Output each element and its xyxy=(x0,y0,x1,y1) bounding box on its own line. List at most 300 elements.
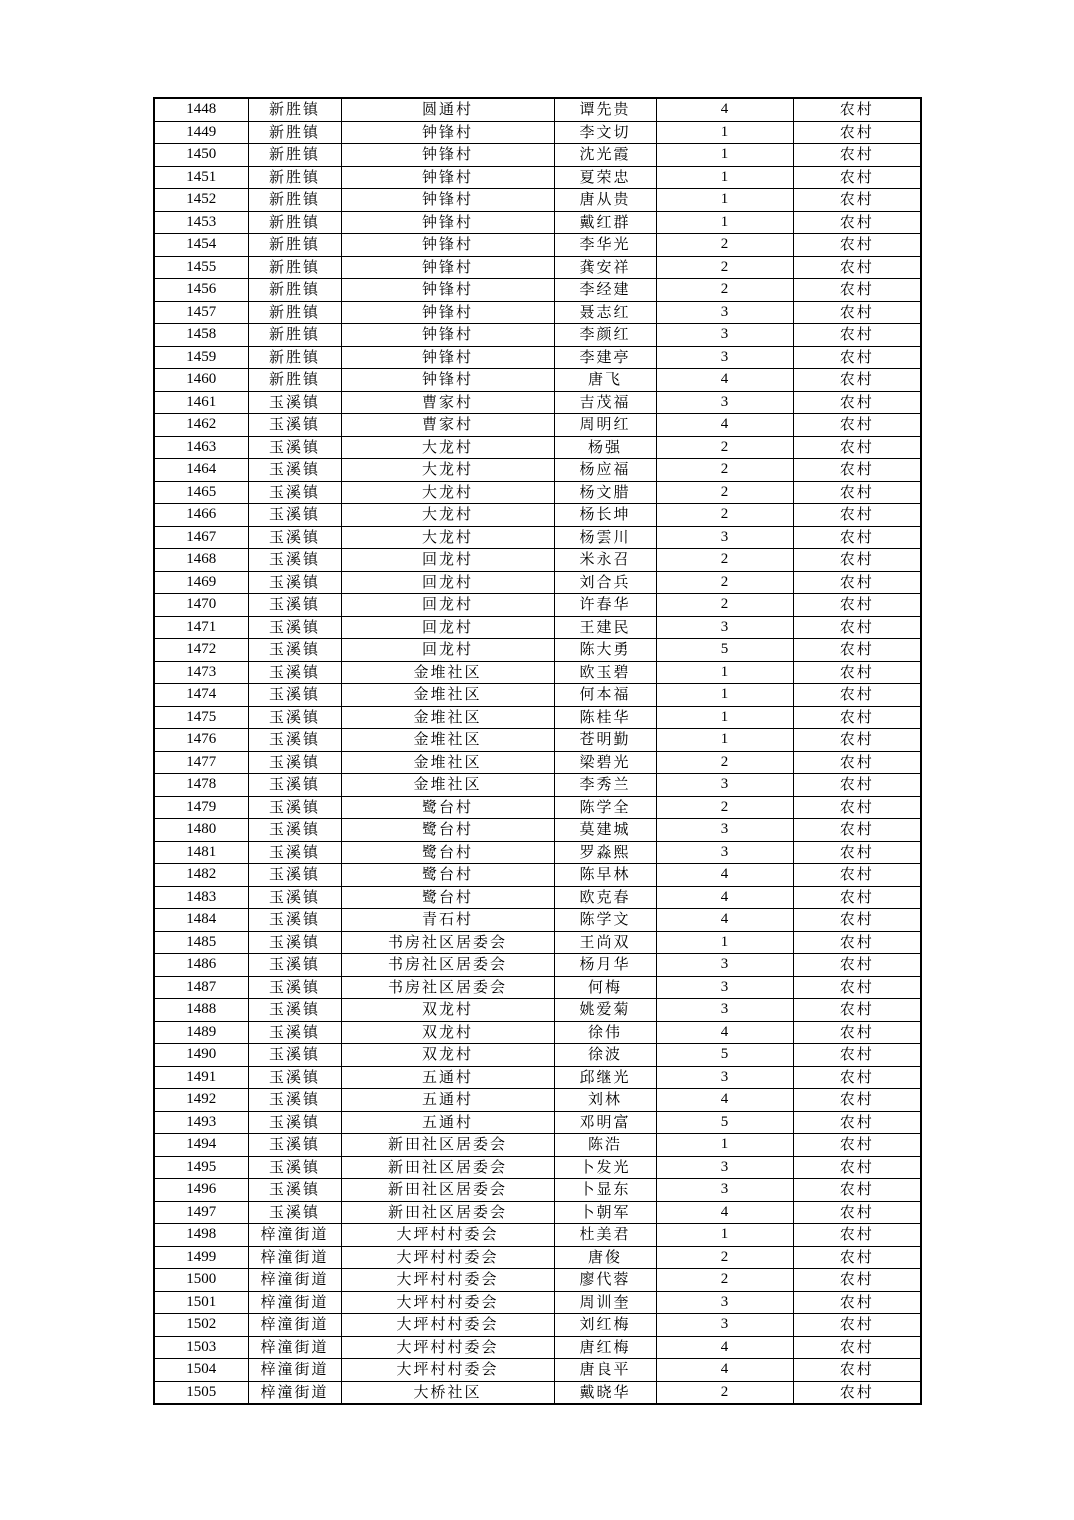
serial-number-cell: 1486 xyxy=(154,954,248,977)
town-cell: 玉溪镇 xyxy=(248,526,341,549)
area-type-cell: 农村 xyxy=(793,279,921,302)
household-size-cell: 5 xyxy=(656,1044,793,1067)
area-type-cell: 农村 xyxy=(793,976,921,999)
name-cell: 唐良平 xyxy=(554,1359,656,1382)
town-cell: 玉溪镇 xyxy=(248,729,341,752)
village-cell: 金堆社区 xyxy=(341,706,554,729)
village-cell: 钟锋村 xyxy=(341,369,554,392)
household-size-cell: 2 xyxy=(656,279,793,302)
town-cell: 玉溪镇 xyxy=(248,1089,341,1112)
town-cell: 新胜镇 xyxy=(248,369,341,392)
table-row xyxy=(154,954,921,977)
serial-number-cell: 1452 xyxy=(154,189,248,212)
serial-number-cell: 1461 xyxy=(154,391,248,414)
area-type-cell: 农村 xyxy=(793,369,921,392)
name-cell: 唐俊 xyxy=(554,1246,656,1269)
household-size-cell: 1 xyxy=(656,931,793,954)
household-size-cell: 3 xyxy=(656,819,793,842)
serial-number-cell: 1453 xyxy=(154,211,248,234)
table-row xyxy=(154,1021,921,1044)
area-type-cell: 农村 xyxy=(793,1134,921,1157)
household-size-cell: 3 xyxy=(656,526,793,549)
table-row xyxy=(154,98,921,121)
area-type-cell: 农村 xyxy=(793,594,921,617)
table-row xyxy=(154,796,921,819)
area-type-cell: 农村 xyxy=(793,1314,921,1337)
village-cell: 钟锋村 xyxy=(341,211,554,234)
area-type-cell: 农村 xyxy=(793,1066,921,1089)
village-cell: 鹭台村 xyxy=(341,886,554,909)
serial-number-cell: 1450 xyxy=(154,144,248,167)
town-cell: 玉溪镇 xyxy=(248,931,341,954)
serial-number-cell: 1484 xyxy=(154,909,248,932)
village-cell: 圆通村 xyxy=(341,98,554,121)
serial-number-cell: 1468 xyxy=(154,549,248,572)
household-size-cell: 4 xyxy=(656,886,793,909)
serial-number-cell: 1494 xyxy=(154,1134,248,1157)
area-type-cell: 农村 xyxy=(793,1179,921,1202)
table-row xyxy=(154,324,921,347)
name-cell: 罗淼熙 xyxy=(554,841,656,864)
town-cell: 玉溪镇 xyxy=(248,1044,341,1067)
area-type-cell: 农村 xyxy=(793,931,921,954)
household-size-cell: 1 xyxy=(656,661,793,684)
name-cell: 卜显东 xyxy=(554,1179,656,1202)
table-row xyxy=(154,1134,921,1157)
records-table-body xyxy=(154,98,921,1404)
village-cell: 回龙村 xyxy=(341,549,554,572)
serial-number-cell: 1472 xyxy=(154,639,248,662)
village-cell: 钟锋村 xyxy=(341,189,554,212)
area-type-cell: 农村 xyxy=(793,909,921,932)
name-cell: 陈学全 xyxy=(554,796,656,819)
household-size-cell: 1 xyxy=(656,706,793,729)
area-type-cell: 农村 xyxy=(793,324,921,347)
town-cell: 玉溪镇 xyxy=(248,1021,341,1044)
name-cell: 刘红梅 xyxy=(554,1314,656,1337)
area-type-cell: 农村 xyxy=(793,144,921,167)
table-row xyxy=(154,909,921,932)
serial-number-cell: 1495 xyxy=(154,1156,248,1179)
name-cell: 杨长坤 xyxy=(554,504,656,527)
serial-number-cell: 1464 xyxy=(154,459,248,482)
serial-number-cell: 1451 xyxy=(154,166,248,189)
household-size-cell: 1 xyxy=(656,211,793,234)
area-type-cell: 农村 xyxy=(793,211,921,234)
town-cell: 玉溪镇 xyxy=(248,549,341,572)
serial-number-cell: 1499 xyxy=(154,1246,248,1269)
household-size-cell: 3 xyxy=(656,1156,793,1179)
serial-number-cell: 1474 xyxy=(154,684,248,707)
table-row xyxy=(154,1336,921,1359)
table-row xyxy=(154,391,921,414)
table-row xyxy=(154,594,921,617)
household-size-cell: 2 xyxy=(656,256,793,279)
household-size-cell: 2 xyxy=(656,594,793,617)
table-row xyxy=(154,504,921,527)
household-size-cell: 2 xyxy=(656,234,793,257)
area-type-cell: 农村 xyxy=(793,751,921,774)
household-size-cell: 3 xyxy=(656,1066,793,1089)
serial-number-cell: 1482 xyxy=(154,864,248,887)
serial-number-cell: 1487 xyxy=(154,976,248,999)
table-row xyxy=(154,211,921,234)
name-cell: 李经建 xyxy=(554,279,656,302)
area-type-cell: 农村 xyxy=(793,729,921,752)
area-type-cell: 农村 xyxy=(793,1246,921,1269)
town-cell: 玉溪镇 xyxy=(248,571,341,594)
table-row xyxy=(154,1246,921,1269)
table-row xyxy=(154,549,921,572)
name-cell: 莫建城 xyxy=(554,819,656,842)
town-cell: 玉溪镇 xyxy=(248,796,341,819)
town-cell: 玉溪镇 xyxy=(248,841,341,864)
village-cell: 钟锋村 xyxy=(341,256,554,279)
area-type-cell: 农村 xyxy=(793,391,921,414)
village-cell: 大坪村村委会 xyxy=(341,1314,554,1337)
household-size-cell: 5 xyxy=(656,639,793,662)
table-row xyxy=(154,819,921,842)
area-type-cell: 农村 xyxy=(793,1224,921,1247)
town-cell: 玉溪镇 xyxy=(248,819,341,842)
village-cell: 钟锋村 xyxy=(341,279,554,302)
name-cell: 陈浩 xyxy=(554,1134,656,1157)
town-cell: 玉溪镇 xyxy=(248,481,341,504)
name-cell: 杨强 xyxy=(554,436,656,459)
area-type-cell: 农村 xyxy=(793,481,921,504)
table-row xyxy=(154,414,921,437)
serial-number-cell: 1471 xyxy=(154,616,248,639)
household-size-cell: 4 xyxy=(656,1359,793,1382)
name-cell: 刘合兵 xyxy=(554,571,656,594)
village-cell: 大坪村村委会 xyxy=(341,1269,554,1292)
table-row xyxy=(154,1089,921,1112)
village-cell: 大坪村村委会 xyxy=(341,1246,554,1269)
village-cell: 金堆社区 xyxy=(341,729,554,752)
serial-number-cell: 1463 xyxy=(154,436,248,459)
table-row xyxy=(154,841,921,864)
name-cell: 陈早林 xyxy=(554,864,656,887)
name-cell: 卜朝军 xyxy=(554,1201,656,1224)
village-cell: 大坪村村委会 xyxy=(341,1291,554,1314)
name-cell: 陈学文 xyxy=(554,909,656,932)
table-row xyxy=(154,1066,921,1089)
area-type-cell: 农村 xyxy=(793,436,921,459)
name-cell: 许春华 xyxy=(554,594,656,617)
area-type-cell: 农村 xyxy=(793,999,921,1022)
village-cell: 大坪村村委会 xyxy=(341,1336,554,1359)
town-cell: 玉溪镇 xyxy=(248,999,341,1022)
name-cell: 徐伟 xyxy=(554,1021,656,1044)
area-type-cell: 农村 xyxy=(793,234,921,257)
household-size-cell: 4 xyxy=(656,414,793,437)
serial-number-cell: 1475 xyxy=(154,706,248,729)
table-row xyxy=(154,616,921,639)
village-cell: 大坪村村委会 xyxy=(341,1224,554,1247)
table-row xyxy=(154,1291,921,1314)
area-type-cell: 农村 xyxy=(793,1156,921,1179)
name-cell: 邱继光 xyxy=(554,1066,656,1089)
area-type-cell: 农村 xyxy=(793,841,921,864)
town-cell: 玉溪镇 xyxy=(248,954,341,977)
household-size-cell: 3 xyxy=(656,1314,793,1337)
area-type-cell: 农村 xyxy=(793,121,921,144)
town-cell: 玉溪镇 xyxy=(248,751,341,774)
town-cell: 玉溪镇 xyxy=(248,774,341,797)
town-cell: 新胜镇 xyxy=(248,211,341,234)
town-cell: 玉溪镇 xyxy=(248,1179,341,1202)
household-size-cell: 1 xyxy=(656,1134,793,1157)
area-type-cell: 农村 xyxy=(793,549,921,572)
name-cell: 何梅 xyxy=(554,976,656,999)
serial-number-cell: 1498 xyxy=(154,1224,248,1247)
area-type-cell: 农村 xyxy=(793,1291,921,1314)
name-cell: 陈桂华 xyxy=(554,706,656,729)
household-size-cell: 2 xyxy=(656,751,793,774)
town-cell: 玉溪镇 xyxy=(248,436,341,459)
area-type-cell: 农村 xyxy=(793,504,921,527)
table-row xyxy=(154,1359,921,1382)
household-size-cell: 2 xyxy=(656,1269,793,1292)
name-cell: 夏荣忠 xyxy=(554,166,656,189)
village-cell: 双龙村 xyxy=(341,1021,554,1044)
village-cell: 钟锋村 xyxy=(341,166,554,189)
household-size-cell: 3 xyxy=(656,391,793,414)
name-cell: 欧克春 xyxy=(554,886,656,909)
village-cell: 新田社区居委会 xyxy=(341,1179,554,1202)
town-cell: 玉溪镇 xyxy=(248,459,341,482)
town-cell: 梓潼街道 xyxy=(248,1336,341,1359)
name-cell: 李颜红 xyxy=(554,324,656,347)
name-cell: 龚安祥 xyxy=(554,256,656,279)
serial-number-cell: 1460 xyxy=(154,369,248,392)
household-size-cell: 4 xyxy=(656,1201,793,1224)
serial-number-cell: 1497 xyxy=(154,1201,248,1224)
village-cell: 金堆社区 xyxy=(341,774,554,797)
household-size-cell: 2 xyxy=(656,436,793,459)
household-size-cell: 2 xyxy=(656,1381,793,1404)
household-size-cell: 2 xyxy=(656,504,793,527)
area-type-cell: 农村 xyxy=(793,1336,921,1359)
household-size-cell: 2 xyxy=(656,571,793,594)
serial-number-cell: 1458 xyxy=(154,324,248,347)
household-size-cell: 1 xyxy=(656,1224,793,1247)
table-row xyxy=(154,121,921,144)
name-cell: 刘林 xyxy=(554,1089,656,1112)
table-row xyxy=(154,481,921,504)
table-row xyxy=(154,571,921,594)
household-size-cell: 4 xyxy=(656,1089,793,1112)
serial-number-cell: 1481 xyxy=(154,841,248,864)
table-row xyxy=(154,144,921,167)
area-type-cell: 农村 xyxy=(793,1359,921,1382)
town-cell: 玉溪镇 xyxy=(248,504,341,527)
village-cell: 大龙村 xyxy=(341,459,554,482)
town-cell: 玉溪镇 xyxy=(248,594,341,617)
area-type-cell: 农村 xyxy=(793,301,921,324)
table-row xyxy=(154,1314,921,1337)
town-cell: 玉溪镇 xyxy=(248,616,341,639)
table-row xyxy=(154,369,921,392)
town-cell: 梓潼街道 xyxy=(248,1224,341,1247)
village-cell: 新田社区居委会 xyxy=(341,1134,554,1157)
serial-number-cell: 1483 xyxy=(154,886,248,909)
area-type-cell: 农村 xyxy=(793,954,921,977)
area-type-cell: 农村 xyxy=(793,1111,921,1134)
village-cell: 回龙村 xyxy=(341,594,554,617)
household-size-cell: 3 xyxy=(656,976,793,999)
town-cell: 新胜镇 xyxy=(248,144,341,167)
town-cell: 玉溪镇 xyxy=(248,886,341,909)
table-row xyxy=(154,1044,921,1067)
table-row xyxy=(154,751,921,774)
serial-number-cell: 1479 xyxy=(154,796,248,819)
town-cell: 新胜镇 xyxy=(248,324,341,347)
household-size-cell: 1 xyxy=(656,166,793,189)
town-cell: 新胜镇 xyxy=(248,301,341,324)
area-type-cell: 农村 xyxy=(793,886,921,909)
name-cell: 吉茂福 xyxy=(554,391,656,414)
serial-number-cell: 1457 xyxy=(154,301,248,324)
serial-number-cell: 1502 xyxy=(154,1314,248,1337)
household-size-cell: 3 xyxy=(656,1291,793,1314)
name-cell: 杨文腊 xyxy=(554,481,656,504)
town-cell: 梓潼街道 xyxy=(248,1359,341,1382)
serial-number-cell: 1477 xyxy=(154,751,248,774)
town-cell: 新胜镇 xyxy=(248,346,341,369)
area-type-cell: 农村 xyxy=(793,1269,921,1292)
village-cell: 鹭台村 xyxy=(341,864,554,887)
household-size-cell: 1 xyxy=(656,729,793,752)
name-cell: 杨雲川 xyxy=(554,526,656,549)
name-cell: 谭先贵 xyxy=(554,98,656,121)
area-type-cell: 农村 xyxy=(793,1044,921,1067)
town-cell: 玉溪镇 xyxy=(248,1201,341,1224)
serial-number-cell: 1469 xyxy=(154,571,248,594)
name-cell: 杨月华 xyxy=(554,954,656,977)
serial-number-cell: 1470 xyxy=(154,594,248,617)
area-type-cell: 农村 xyxy=(793,684,921,707)
name-cell: 聂志红 xyxy=(554,301,656,324)
household-size-cell: 2 xyxy=(656,1246,793,1269)
area-type-cell: 农村 xyxy=(793,639,921,662)
town-cell: 玉溪镇 xyxy=(248,1111,341,1134)
serial-number-cell: 1504 xyxy=(154,1359,248,1382)
serial-number-cell: 1454 xyxy=(154,234,248,257)
serial-number-cell: 1505 xyxy=(154,1381,248,1404)
table-row xyxy=(154,279,921,302)
village-cell: 钟锋村 xyxy=(341,346,554,369)
town-cell: 新胜镇 xyxy=(248,234,341,257)
name-cell: 李文切 xyxy=(554,121,656,144)
village-cell: 鹭台村 xyxy=(341,841,554,864)
household-size-cell: 4 xyxy=(656,864,793,887)
serial-number-cell: 1473 xyxy=(154,661,248,684)
village-cell: 书房社区居委会 xyxy=(341,931,554,954)
serial-number-cell: 1467 xyxy=(154,526,248,549)
area-type-cell: 农村 xyxy=(793,661,921,684)
household-size-cell: 4 xyxy=(656,1336,793,1359)
serial-number-cell: 1480 xyxy=(154,819,248,842)
name-cell: 李华光 xyxy=(554,234,656,257)
household-size-cell: 2 xyxy=(656,796,793,819)
records-table xyxy=(153,97,922,1405)
table-row xyxy=(154,999,921,1022)
town-cell: 新胜镇 xyxy=(248,256,341,279)
name-cell: 杜美君 xyxy=(554,1224,656,1247)
household-size-cell: 3 xyxy=(656,346,793,369)
household-size-cell: 2 xyxy=(656,459,793,482)
serial-number-cell: 1488 xyxy=(154,999,248,1022)
town-cell: 玉溪镇 xyxy=(248,864,341,887)
village-cell: 金堆社区 xyxy=(341,684,554,707)
table-row xyxy=(154,931,921,954)
village-cell: 回龙村 xyxy=(341,639,554,662)
table-row xyxy=(154,976,921,999)
village-cell: 鹭台村 xyxy=(341,796,554,819)
table-row xyxy=(154,1111,921,1134)
village-cell: 书房社区居委会 xyxy=(341,954,554,977)
serial-number-cell: 1496 xyxy=(154,1179,248,1202)
village-cell: 大坪村村委会 xyxy=(341,1359,554,1382)
household-size-cell: 3 xyxy=(656,1179,793,1202)
serial-number-cell: 1459 xyxy=(154,346,248,369)
village-cell: 青石村 xyxy=(341,909,554,932)
village-cell: 大龙村 xyxy=(341,504,554,527)
table-row xyxy=(154,166,921,189)
name-cell: 米永召 xyxy=(554,549,656,572)
area-type-cell: 农村 xyxy=(793,346,921,369)
name-cell: 苍明勤 xyxy=(554,729,656,752)
household-size-cell: 1 xyxy=(656,121,793,144)
area-type-cell: 农村 xyxy=(793,256,921,279)
town-cell: 梓潼街道 xyxy=(248,1291,341,1314)
name-cell: 唐飞 xyxy=(554,369,656,392)
serial-number-cell: 1490 xyxy=(154,1044,248,1067)
serial-number-cell: 1491 xyxy=(154,1066,248,1089)
name-cell: 徐波 xyxy=(554,1044,656,1067)
town-cell: 玉溪镇 xyxy=(248,909,341,932)
area-type-cell: 农村 xyxy=(793,819,921,842)
household-size-cell: 4 xyxy=(656,909,793,932)
town-cell: 新胜镇 xyxy=(248,98,341,121)
name-cell: 周明红 xyxy=(554,414,656,437)
table-row xyxy=(154,1269,921,1292)
household-size-cell: 3 xyxy=(656,841,793,864)
town-cell: 新胜镇 xyxy=(248,279,341,302)
area-type-cell: 农村 xyxy=(793,1021,921,1044)
village-cell: 回龙村 xyxy=(341,571,554,594)
name-cell: 李建亭 xyxy=(554,346,656,369)
table-row xyxy=(154,684,921,707)
name-cell: 王建民 xyxy=(554,616,656,639)
village-cell: 钟锋村 xyxy=(341,144,554,167)
village-cell: 金堆社区 xyxy=(341,661,554,684)
village-cell: 钟锋村 xyxy=(341,234,554,257)
village-cell: 大龙村 xyxy=(341,481,554,504)
table-row xyxy=(154,639,921,662)
serial-number-cell: 1456 xyxy=(154,279,248,302)
serial-number-cell: 1448 xyxy=(154,98,248,121)
serial-number-cell: 1466 xyxy=(154,504,248,527)
name-cell: 欧玉碧 xyxy=(554,661,656,684)
household-size-cell: 3 xyxy=(656,616,793,639)
village-cell: 双龙村 xyxy=(341,999,554,1022)
name-cell: 戴晓华 xyxy=(554,1381,656,1404)
area-type-cell: 农村 xyxy=(793,414,921,437)
table-row xyxy=(154,706,921,729)
table-row xyxy=(154,1224,921,1247)
